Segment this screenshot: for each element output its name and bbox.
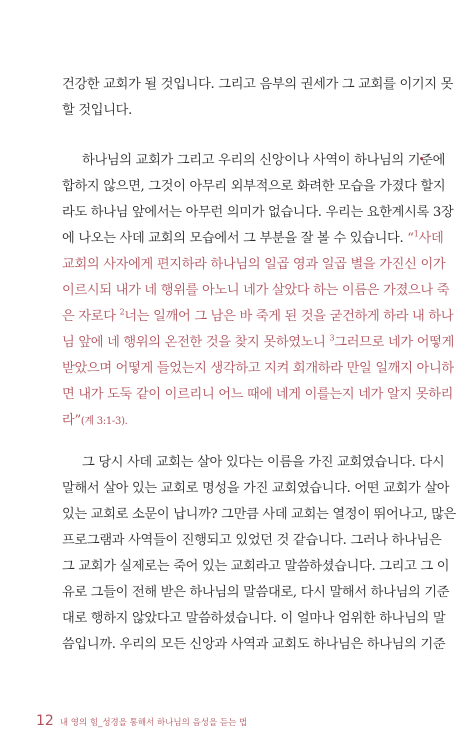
text-line: 라도 하나님 앞에서는 아무런 의미가 없습니다. 우리는 요한계시록 3장 (62, 205, 454, 220)
paragraph-3 (62, 450, 456, 658)
text-line: 하나님의 교회가 그리고 우리의 신앙이나 사역이 하나님의 기준에 (82, 153, 446, 168)
quote-line (62, 408, 427, 434)
text-line: 씀입니까. 우리의 모든 신앙과 사역과 교회도 하나님은 하나님의 기준 (62, 637, 446, 652)
page-number: 12 (36, 713, 54, 729)
quote-line: 이르시되 내가 네 행위를 아노니 네가 살았다 하는 이름은 가졌으나 죽 (62, 283, 450, 298)
text-line: 유로 그들이 전해 받은 하나님의 말씀대로, 다시 말해서 하나님의 기준 (62, 585, 450, 600)
text-line: 프로그램과 사역들이 진행되고 있었던 것 같습니다. 그러나 하나님은 (62, 533, 442, 548)
text-line: 할 것입니다. (62, 103, 132, 118)
text-line: 그 교회가 실제로는 죽어 있는 교회라고 말씀하셨습니다. 그리고 그 이 (62, 559, 450, 574)
text-line: 대로 행하지 않았다고 말씀하셨습니다. 이 얼마나 엄위한 하나님의 말 (62, 611, 446, 626)
quote-line (62, 330, 455, 356)
quote-text: 은 자로다 (62, 309, 116, 324)
text-segment: 에 나오는 사데 교회의 모습에서 그 부분을 잘 볼 수 있습니다. (62, 231, 404, 246)
text-line (62, 226, 444, 252)
running-title: 내 영의 힘_성경을 통해서 하나님의 음성을 듣는 법 (59, 718, 248, 728)
quote-line: 교회의 사자에게 편지하라 하나님의 일곱 영과 일곱 별을 가진신 이가 (62, 257, 446, 272)
text-line: 합하지 않으면, 그것이 아무리 외부적으로 화려한 모습을 가졌다 할지 (62, 179, 446, 194)
verse-number: 1 (413, 229, 419, 239)
quote-line: 면 내가 도둑 같이 이르리니 어느 때에 네게 이를는지 네가 알지 못하리 (62, 387, 454, 402)
quote-text: 님 앞에 네 행위의 온전한 것을 찾지 못하였노니 (62, 335, 326, 350)
quote-line (62, 304, 454, 330)
quote-text: 라” (62, 413, 81, 428)
paragraph-2 (62, 148, 455, 434)
page-footer (36, 713, 247, 733)
quote-open-mark: “ (407, 231, 414, 246)
paragraph-1 (62, 72, 454, 124)
text-line: 건강한 교회가 될 것입니다. 그리고 음부의 권세가 그 교회를 이기지 못 (62, 77, 454, 92)
verse-number: 2 (119, 307, 125, 317)
text-line: 있는 교회로 소문이 납니까? 그만큼 사데 교회는 열정이 뛰어나고, 많은 (62, 507, 456, 522)
verse-number: 3 (329, 333, 335, 343)
quote-line: 받았으며 어떻게 들었는지 생각하고 지켜 회개하라 만일 일깨지 아니하 (62, 361, 454, 376)
text-line: 말해서 살아 있는 교회로 명성을 가진 교회였습니다. 어떤 교회가 살아 (62, 481, 450, 496)
quote-text: 그러므로 네가 어떻게 (334, 335, 455, 350)
text-line: 그 당시 사데 교회는 살아 있다는 이름을 가진 교회였습니다. 다시 (82, 455, 445, 470)
quote-text: 사데 (418, 231, 444, 246)
scripture-citation: (계 3:1-3). (80, 416, 128, 427)
quote-text: 너는 일깨어 그 남은 바 죽게 된 것을 굳건하게 하라 내 하나 (124, 309, 454, 324)
